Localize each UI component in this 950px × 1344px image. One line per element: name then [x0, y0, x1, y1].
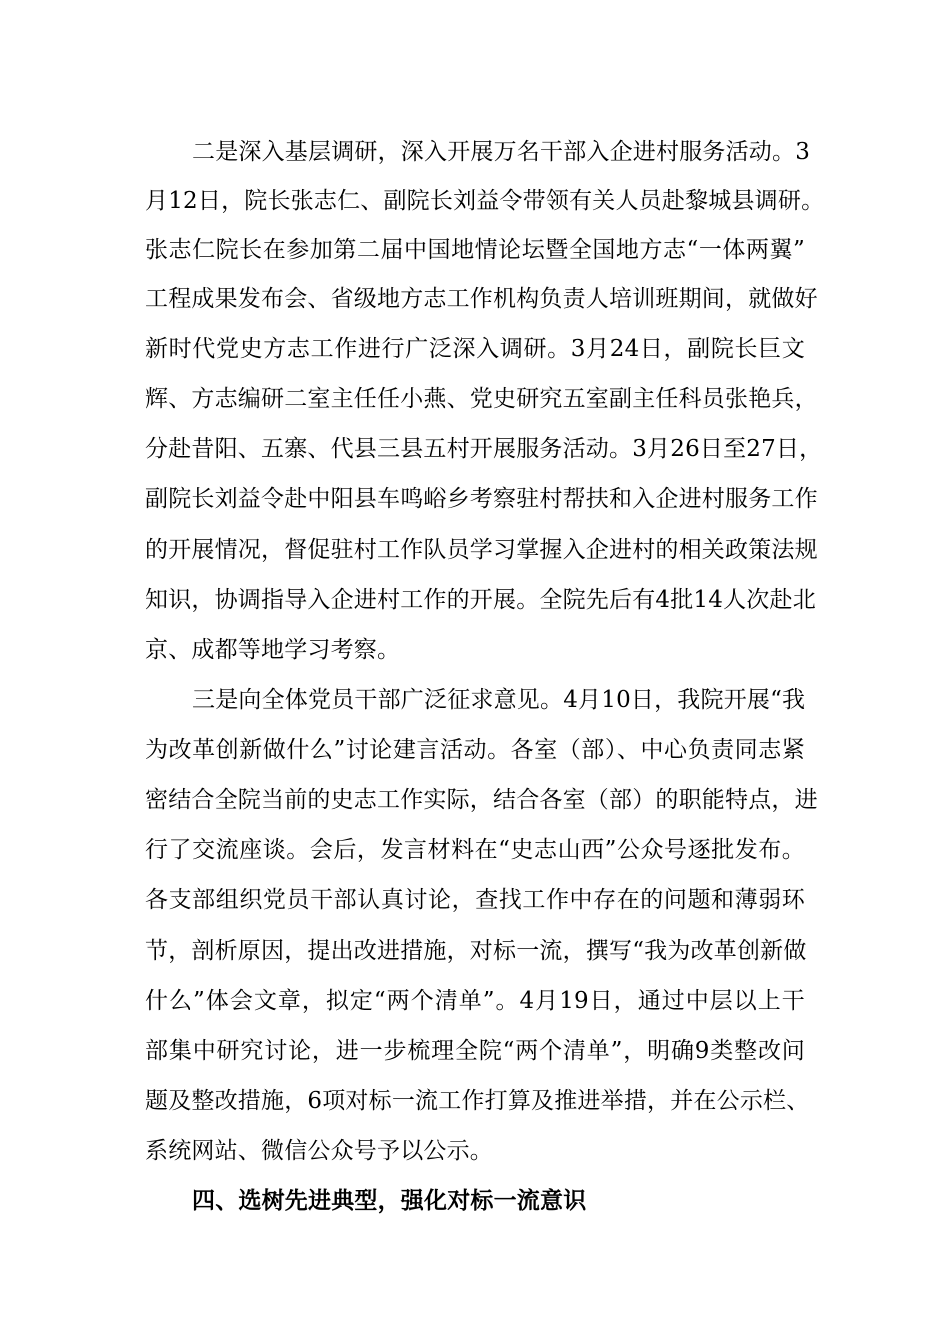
paragraph-line: 工程成果发布会、省级地方志工作机构负责人培训班期间，就做好 [145, 286, 818, 312]
paragraph-line: 三是向全体党员干部广泛征求意见。4月10日，我院开展“我 [192, 687, 806, 713]
paragraph-line: 分赴昔阳、五寨、代县三县五村开展服务活动。3月26日至27日， [145, 436, 823, 462]
paragraph-line: 二是深入基层调研，深入开展万名干部入企进村服务活动。3 [192, 139, 811, 165]
paragraph-line: 新时代党史方志工作进行广泛深入调研。3月24日，副院长巨文 [145, 336, 805, 362]
section-heading: 四、选树先进典型，强化对标一流意识 [192, 1188, 587, 1214]
paragraph-line: 京、成都等地学习考察。 [145, 637, 401, 663]
paragraph-line: 辉、方志编研二室主任任小燕、党史研究五室副主任科员张艳兵， [145, 386, 818, 412]
paragraph-line: 月12日，院长张志仁、副院长刘益令带领有关人员赴黎城县调研。 [145, 188, 825, 214]
paragraph-line: 什么”体会文章，拟定“两个清单”。4月19日，通过中层以上干 [145, 988, 805, 1014]
paragraph-line: 副院长刘益令赴中阳县车鸣峪乡考察驻村帮扶和入企进村服务工作 [145, 486, 818, 512]
paragraph-line: 为改革创新做什么”讨论建言活动。各室（部）、中心负责同志紧 [145, 737, 805, 763]
paragraph-line: 知识，协调指导入企进村工作的开展。全院先后有4批14人次赴北 [145, 587, 816, 613]
paragraph-line: 各支部组织党员干部认真讨论，查找工作中存在的问题和薄弱环 [145, 887, 805, 913]
paragraph-line: 张志仁院长在参加第二届中国地情论坛暨全国地方志“一体两翼” [145, 237, 805, 263]
paragraph-line: 题及整改措施，6项对标一流工作打算及推进举措，并在公示栏、 [145, 1088, 810, 1114]
paragraph-line: 节，剖析原因，提出改进措施，对标一流，撰写“我为改革创新做 [145, 938, 807, 964]
paragraph-line: 密结合全院当前的史志工作实际，结合各室（部）的职能特点，进 [145, 787, 818, 813]
paragraph-line: 系统网站、微信公众号予以公示。 [145, 1138, 493, 1164]
paragraph-line: 行了交流座谈。会后，发言材料在“史志山西”公众号逐批发布。 [145, 837, 805, 863]
paragraph-line: 的开展情况，督促驻村工作队员学习掌握入企进村的相关政策法规 [145, 537, 818, 563]
paragraph-line: 部集中研究讨论，进一步梳理全院“两个清单”，明确9类整改问 [145, 1038, 805, 1064]
